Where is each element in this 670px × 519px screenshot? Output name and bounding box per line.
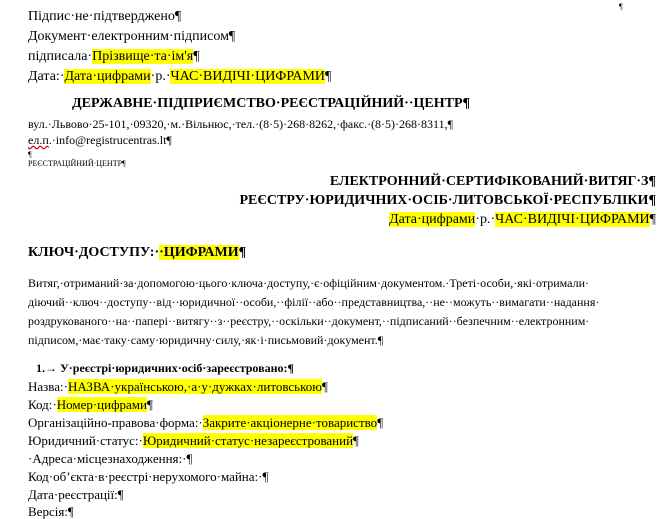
document-title-line-1: ЕЛЕКТРОННИЙ·СЕРТИФІКОВАНИЙ·ВИТЯГ·З¶ xyxy=(329,174,656,189)
document-title-line-2: РЕЄСТРУ·ЮРИДИЧНИХ·ОСІБ·ЛИТОВСЬКОЇ·РЕСПУБЛІКИ¶ xyxy=(239,193,656,208)
name-placeholder: НАЗВА·українською,·а·у·дужках·литовською xyxy=(67,379,322,394)
field-legal-status xyxy=(28,434,359,447)
company-name: ДЕРЖАВНЕ·ПІДПРИЄМСТВО·РЕЄСТРАЦІЙНИЙ··ЦЕНТР¶ xyxy=(72,96,471,111)
paragraph-mark: ¶ xyxy=(619,2,623,11)
paragraph-mark: ¶ xyxy=(377,415,384,430)
title-time-placeholder: ЧАС·ВИДІЧІ·ЦИФРАМИ xyxy=(495,212,650,227)
field-label: Організаційно-правова·форма:· xyxy=(28,415,203,430)
field-label: Назва:· xyxy=(28,379,68,394)
title-date-placeholder: Дата·цифрами xyxy=(389,212,476,227)
signature-status-line: Підпис·не·підтверджено¶ xyxy=(28,9,182,24)
signer-line xyxy=(28,50,200,64)
paragraph-mark: ¶ xyxy=(325,69,332,84)
access-key-line xyxy=(28,246,246,260)
date-placeholder: Дата·цифрами xyxy=(64,69,151,84)
signer-label: підписала· xyxy=(28,49,93,64)
notice-line-4: підписом,·має·таку·саму·юридичну·силу,·як·і·письмовий·документ.¶ xyxy=(28,333,384,347)
legal-status-placeholder: Юридичний·статус·незареєстрований xyxy=(142,433,354,448)
legal-form-placeholder: Закрите·акціонерне·товариство xyxy=(202,415,378,430)
company-short-name: РЕЄСТРАЦІЙНИЙ·ЦЕНТР¶ xyxy=(28,159,126,168)
paragraph-mark: ¶ xyxy=(649,212,656,227)
email-abbrev: ел.п xyxy=(28,133,49,147)
field-name xyxy=(28,380,328,393)
field-address: ·Адреса·місцезнаходження:·¶ xyxy=(28,451,193,466)
paragraph-mark: ¶ xyxy=(146,397,153,412)
field-real-estate-code: Код·об’єкта·в·реєстрі·нерухомого·майна:·¶ xyxy=(28,469,269,484)
email-address: .·info@registrucentras.lt¶ xyxy=(48,133,172,147)
paragraph-mark: ¶ xyxy=(353,433,359,448)
paragraph-mark: ¶ xyxy=(193,49,200,64)
notice-line-3: роздрукованого··на··папері··витягу··з··реєстру,··оскільки··документ,··підписаний··безпечним··електронним· xyxy=(28,314,590,328)
signature-date-line xyxy=(28,70,331,84)
blank-paragraph: ¶ xyxy=(28,150,32,159)
company-address: вул.·Львово·25-101,·09320,·м.·Вільнюс,·тел.·(8·5)·268·8262,·факс.·(8·5)·268·8311,¶ xyxy=(28,117,454,131)
field-label: Код:· xyxy=(28,397,57,412)
field-registration-date: Дата·реєстрації:¶ xyxy=(28,487,124,502)
paragraph-mark: ¶ xyxy=(238,245,247,260)
access-key-label: КЛЮЧ·ДОСТУПУ:· xyxy=(28,245,160,260)
signer-name-placeholder: Прізвище·та·ім'я xyxy=(92,49,194,64)
signature-doc-line: Документ·електронним·підписом¶ xyxy=(28,29,236,44)
time-placeholder: ЧАС·ВИДІЧІ·ЦИФРАМИ xyxy=(170,69,326,84)
date-separator: ·р.· xyxy=(150,69,171,84)
notice-line-2: діючий··ключ··доступу··від··юридичної··особи,··філії··або··представництва,··не··можуть··вимагати··надання· xyxy=(28,295,600,309)
paragraph-mark: ¶ xyxy=(321,379,328,394)
field-code xyxy=(28,398,153,411)
field-legal-form xyxy=(28,416,383,429)
company-email xyxy=(28,134,172,146)
field-label: Юридичний·статус:· xyxy=(28,433,143,448)
code-placeholder: Номер·цифрами xyxy=(56,397,147,412)
date-label: Дата:· xyxy=(28,69,65,84)
notice-line-1: Витяг,·отриманий·за·допомогою·цього·ключа·доступу,·є·офіційним·документом.·Треті·особи,·які·отримали· xyxy=(28,276,589,290)
date-separator: ·р.· xyxy=(475,212,496,227)
field-version: Версія:¶ xyxy=(28,504,74,519)
section-heading: 1.→ У·реєстрі·юридичних·осіб·зареєстровано:¶ xyxy=(36,361,294,375)
access-key-placeholder: ·ЦИФРАМИ xyxy=(159,245,239,260)
document-title-date xyxy=(389,213,656,227)
